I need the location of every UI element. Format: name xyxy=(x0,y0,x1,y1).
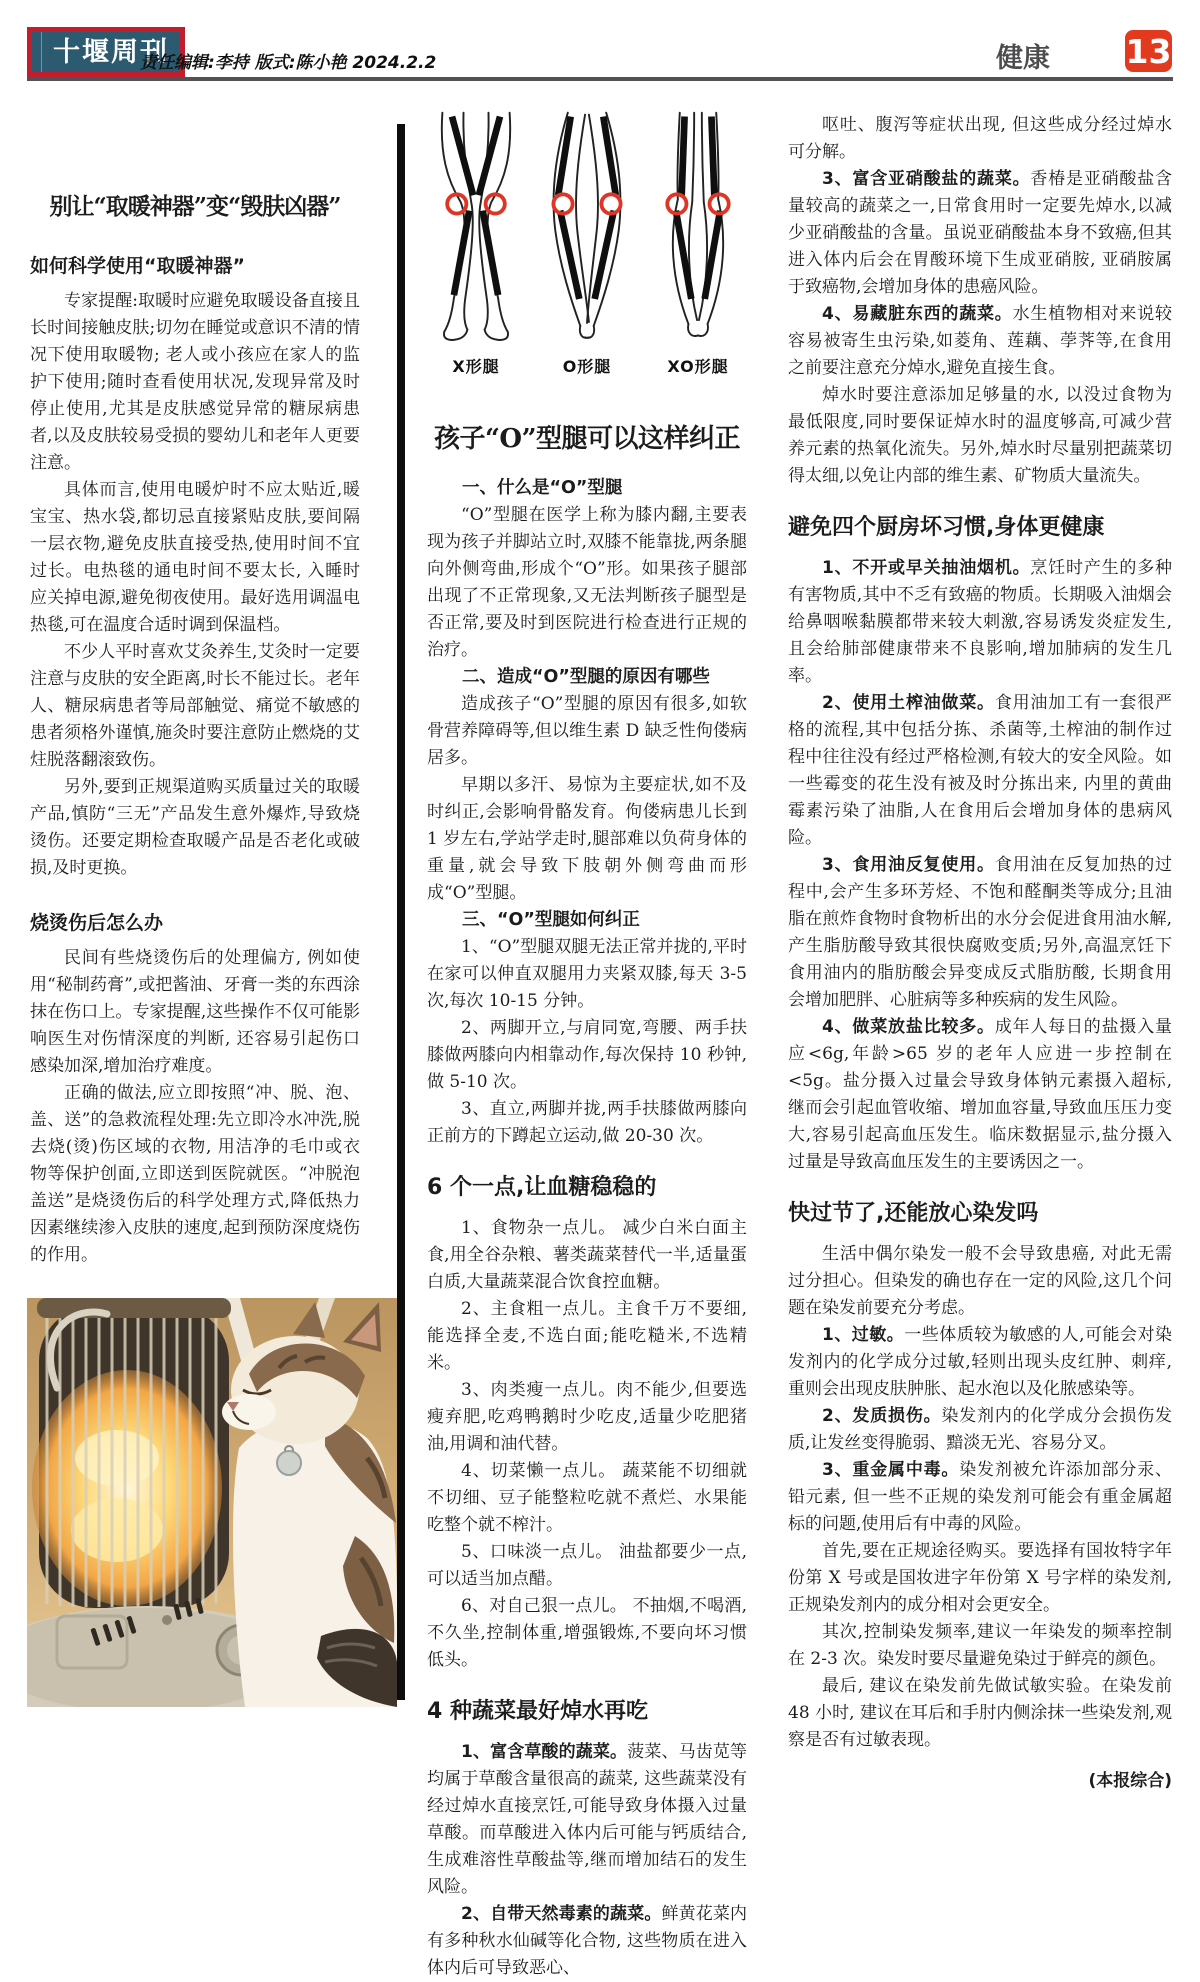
paragraph-lead: 1、不开或早关抽油烟机。 xyxy=(822,558,1031,578)
byline: (本报综合) xyxy=(1088,1771,1172,1791)
paragraph-lead: 1、富含草酸的蔬菜。 xyxy=(461,1742,628,1762)
editor-info: 责任编辑:李持 版式:陈小艳 2024.2.2 xyxy=(140,53,437,73)
paragraph-lead: 2、使用土榨油做菜。 xyxy=(822,693,995,713)
column-divider xyxy=(397,124,405,1700)
legs-figure-o xyxy=(539,106,635,377)
column-heater-article xyxy=(30,188,360,1269)
paragraph: 首先,要在正规途径购买。要选择有国妆特字年份第 X 号或是国妆进字年份第 X 号字样的染发剂,正规染发剂内的成分相对会更安全。 xyxy=(788,1541,1172,1615)
leg-label-x: X形腿 xyxy=(452,357,500,376)
paragraph: 6、对自己狠一点儿。 不抽烟,不喝酒,不久坐,控制体重,增强锻炼,不要向坏习惯低头。 xyxy=(427,1596,747,1670)
paragraph-lead: 1、过敏。 xyxy=(822,1325,905,1345)
paragraph xyxy=(788,301,1172,382)
paragraph: 呕吐、腹泻等症状出现, 但这些成分经过焯水可分解。 xyxy=(788,115,1172,162)
subheading-burn-treatment: 烧烫伤后怎么办 xyxy=(30,912,164,934)
paragraph-lead: 2、自带天然毒素的蔬菜。 xyxy=(461,1904,662,1924)
paragraph: 不少人平时喜欢艾灸养生,艾灸时一定要注意与皮肤的安全距离,时长不能过长。老年人、糖尿病患者等局部触觉、痛觉不敏感的患者须格外谨慎,施灸时要注意防止燃烧的艾炷脱落翻滚致伤。 xyxy=(30,642,360,770)
paragraph-text: 食用油加工有一套很严格的流程,其中包括分拣、杀菌等,土榨油的制作过程中往往没有经过严格检测,有较大的安全风险。如一些霉变的花生没有被及时分拣出来, 内里的黄曲霉素污染了油脂,人在食用后会增加身体的患病风险。 xyxy=(788,693,1172,848)
cat-heater-photo xyxy=(27,1298,397,1707)
paragraph-text: 染发剂被允许添加部分汞、铅元素, 但一些不正规的染发剂可能会有重金属超标的问题,使用后有中毒的风险。 xyxy=(788,1460,1172,1534)
paragraph xyxy=(788,1457,1172,1538)
paragraph xyxy=(788,1014,1172,1176)
paragraph xyxy=(788,555,1172,690)
leg-label-o: O形腿 xyxy=(562,357,612,376)
section-label: 健康 xyxy=(996,43,1050,74)
article-title-blanch: 4 种蔬菜最好焯水再吃 xyxy=(427,1699,648,1724)
paragraph: 2、主食粗一点儿。主食千万不要细,能选择全麦,不选白面;能吃糙米,不选精米。 xyxy=(427,1299,747,1373)
paragraph: 其次,控制染发频率,建议一年染发的频率控制在 2-3 次。染发时要尽量避免染过于鲜亮的颜色。 xyxy=(788,1622,1172,1669)
legs-figure-xo xyxy=(650,106,746,377)
paragraph-text: 烹饪时产生的多种有害物质,其中不乏有致癌的物质。长期吸入油烟会给鼻咽喉黏膜都带来较大刺激,容易诱发炎症发生,且会给肺部健康带来不良影响,增加肺病的发生几率。 xyxy=(788,558,1173,686)
paragraph: 专家提醒:取暖时应避免取暖设备直接且长时间接触皮肤;切勿在睡觉或意识不清的情况下使用取暖物; 老人或小孩应在家人的监护下使用;随时查看使用状况,发现异常及时停止使用,尤其是皮肤感觉异常的糖尿病患者,以及皮肤较易受损的婴幼儿和老年人更要注意。 xyxy=(30,291,360,473)
paragraph xyxy=(788,1322,1172,1403)
article-title-bloodsugar: 6 个一点,让血糖稳稳的 xyxy=(427,1175,657,1200)
paragraph-text: 鲜黄花菜内有多种秋水仙碱等化合物, 这些物质在进入体内后可导致恶心、 xyxy=(427,1904,748,1978)
paragraph: “O”型腿在医学上称为膝内翻,主要表现为孩子并脚站立时,双膝不能靠拢,两条腿向外侧弯曲,形成个“O”形。如果孩子腿部出现了不正常现象,又无法判断孩子腿型是否正常,要及时到医院进行检查进行正规的治疗。 xyxy=(427,505,747,660)
paragraph-text: 成年人每日的盐摄入量应<6g,年龄>65 岁的老年人应进一步控制在<5g。盐分摄入过量会导致身体钠元素摄入超标, 继而会引起血管收缩、增加血容量,导致血压压力变大,容易引起高血压发生。临床数据显示,盐分摄入过量是导致高血压发生的主要诱因之一。 xyxy=(788,1017,1172,1172)
paragraph: 生活中偶尔染发一般不会导致患癌, 对此无需过分担心。但染发的确也存在一定的风险,这几个问题在染发前要充分考虑。 xyxy=(788,1244,1172,1318)
page-number-badge: 13 xyxy=(1125,31,1172,71)
paragraph-text: 香椿是亚硝酸盐含量较高的蔬菜之一,日常食用时一定要先焯水,以减少亚硝酸盐的含量。虽说亚硝酸盐本身不致癌,但其进入体内后会在胃酸环境下生成亚硝胺, 亚硝胺属于致癌物,会增加身体的患癌风险。 xyxy=(788,169,1173,297)
paragraph-text: 食用油在反复加热的过程中,会产生多环芳烃、不饱和醛酮类等成分;且油脂在煎炸食物时食物析出的水分会促进食用油水解,产生脂肪酸导致其很快腐败变质;另外,高温烹饪下食用油内的脂肪酸会异变成反式脂肪酸, 长期食用会增加肥胖、心脏病等多种疾病的发生风险。 xyxy=(788,855,1172,1010)
paragraph xyxy=(788,1403,1172,1457)
paragraph-lead: 3、富含亚硝酸盐的蔬菜。 xyxy=(822,169,1031,189)
column-right xyxy=(788,112,1172,1795)
legs-figure-x xyxy=(428,106,524,377)
subheading-correction: 三、“O”型腿如何纠正 xyxy=(462,910,640,930)
column-olegs-article xyxy=(427,418,747,1982)
legs-figure xyxy=(428,106,746,377)
article-title-heater: 别让“取暖神器”变“毁肤凶器” xyxy=(49,193,341,220)
subheading-heater-use: 如何科学使用“取暖神器” xyxy=(30,255,245,277)
paragraph xyxy=(788,690,1172,852)
paragraph: 早期以多汗、易惊为主要症状,如不及时纠正,会影响骨骼发育。佝偻病患儿长到 1 岁左右,学站学走时,腿部难以负荷身体的重量,就会导致下肢朝外侧弯曲而形成“O”型腿。 xyxy=(427,775,747,903)
paragraph: 具体而言,使用电暖炉时不应太贴近,暖宝宝、热水袋,都切忌直接紧贴皮肤,要间隔一层衣物,避免皮肤直接受热,使用时间不宜过长。电热毯的通电时间不要太长, 入睡时应关掉电源,避免彻夜使用。最好选用调温电热毯,可在温度合适时调到保温档。 xyxy=(30,480,360,635)
paragraph xyxy=(788,166,1172,301)
paragraph: 3、肉类瘦一点儿。肉不能少,但要选瘦弃肥,吃鸡鸭鹅时少吃皮,适量少吃肥猪油,用调和油代替。 xyxy=(427,1380,747,1454)
article-title-kitchen: 避免四个厨房坏习惯,身体更健康 xyxy=(788,515,1105,540)
paragraph xyxy=(427,1901,747,1982)
paragraph-lead: 4、易藏脏东西的蔬菜。 xyxy=(822,304,1013,324)
paragraph-lead: 2、发质损伤。 xyxy=(822,1406,942,1426)
paragraph-lead: 4、做菜放盐比较多。 xyxy=(822,1017,995,1037)
paragraph: 民间有些烧烫伤后的处理偏方, 例如使用“秘制药膏”,或把酱油、牙膏一类的东西涂抹在伤口上。专家提醒,这些操作不仅可能影响医生对伤情深度的判断, 还容易引起伤口感染加深,增加治疗难度。 xyxy=(30,948,360,1076)
subheading-causes: 二、造成“O”型腿的原因有哪些 xyxy=(462,667,710,687)
article-title-olegs: 孩子“O”型腿可以这样纠正 xyxy=(433,424,741,454)
paragraph-text: 染发剂内的化学成分会损伤发质,让发丝变得脆弱、黯淡无光、容易分叉。 xyxy=(788,1406,1172,1453)
subheading-what-is: 一、什么是“O”型腿 xyxy=(462,478,623,498)
paragraph-lead: 3、重金属中毒。 xyxy=(822,1460,960,1480)
leg-label-xo: XO形腿 xyxy=(667,357,729,376)
paragraph: 1、“O”型腿双腿无法正常并拢的,平时在家可以伸直双腿用力夹紧双膝,每天 3-5 次,每次 10-15 分钟。 xyxy=(427,937,747,1011)
paragraph: 3、直立,两脚并拢,两手扶膝做两膝向正前方的下蹲起立运动,做 20-30 次。 xyxy=(427,1099,747,1146)
paragraph: 最后, 建议在染发前先做试敏实验。在染发前 48 小时, 建议在耳后和手肘内侧涂抹一些染发剂,观察是否有过敏表现。 xyxy=(788,1676,1172,1750)
paragraph: 5、口味淡一点儿。 油盐都要少一点,可以适当加点醋。 xyxy=(427,1542,747,1589)
paragraph-text: 水生植物相对来说较容易被寄生虫污染,如菱角、莲藕、荸荠等,在食用之前要注意充分焯水,避免直接生食。 xyxy=(788,304,1172,378)
header-rule xyxy=(27,77,1173,81)
paragraph-text: 菠菜、马齿苋等均属于草酸含量很高的蔬菜, 这些蔬菜没有经过焯水直接烹饪,可能导致身体摄入过量草酸。而草酸进入体内后可能与钙质结合,生成难溶性草酸盐等,继而增加结石的发生风险。 xyxy=(427,1742,747,1897)
paragraph: 另外,要到正规渠道购买质量过关的取暖产品,慎防“三无”产品发生意外爆炸,导致烧烫伤。还要定期检查取暖产品是否老化或破损,及时更换。 xyxy=(30,777,360,878)
paragraph: 1、食物杂一点儿。 减少白米白面主食,用全谷杂粮、薯类蔬菜替代一半,适量蛋白质,大量蔬菜混合饮食控血糖。 xyxy=(427,1218,747,1292)
paragraph-text: 一些体质较为敏感的人,可能会对染发剂内的化学成分过敏,轻则出现头皮红肿、刺痒,重则会出现皮肤肿胀、起水泡以及化脓感染等。 xyxy=(788,1325,1172,1399)
logo-side-strip xyxy=(32,32,42,72)
paragraph: 2、两脚开立,与肩同宽,弯腰、两手扶膝做两膝向内相靠动作,每次保持 10 秒钟,做 5-10 次。 xyxy=(427,1018,747,1092)
paragraph xyxy=(788,852,1172,1014)
paragraph: 焯水时要注意添加足够量的水, 以没过食物为最低限度,同时要保证焯水时的温度够高,可减少营养元素的热氧化流失。另外,焯水时尽量别把蔬菜切得太细,以免让内部的维生素、矿物质大量流失。 xyxy=(788,385,1172,486)
paragraph: 4、切菜懒一点儿。 蔬菜能不切细就不切细、豆子能整粒吃就不煮烂、水果能吃整个就不榨汁。 xyxy=(427,1461,747,1535)
paragraph xyxy=(427,1739,747,1901)
paragraph: 正确的做法,应立即按照“冲、脱、泡、盖、送”的急救流程处理:先立即冷水冲洗,脱去烧(烫)伤区域的衣物, 用洁净的毛巾或衣物等保护创面,立即送到医院就医。“冲脱泡盖送”是烧烫伤后的科学处理方式,降低热力因素继续渗入皮肤的速度,起到预防深度烧伤的作用。 xyxy=(30,1083,360,1265)
paragraph-lead: 3、食用油反复使用。 xyxy=(822,855,995,875)
newspaper-name: 十堰周刊 xyxy=(53,36,169,68)
paragraph: 造成孩子“O”型腿的原因有很多,如软骨营养障碍等,但以维生素 D 缺乏性佝偻病居多。 xyxy=(427,694,747,768)
article-title-hairdye: 快过节了,还能放心染发吗 xyxy=(788,1201,1039,1226)
